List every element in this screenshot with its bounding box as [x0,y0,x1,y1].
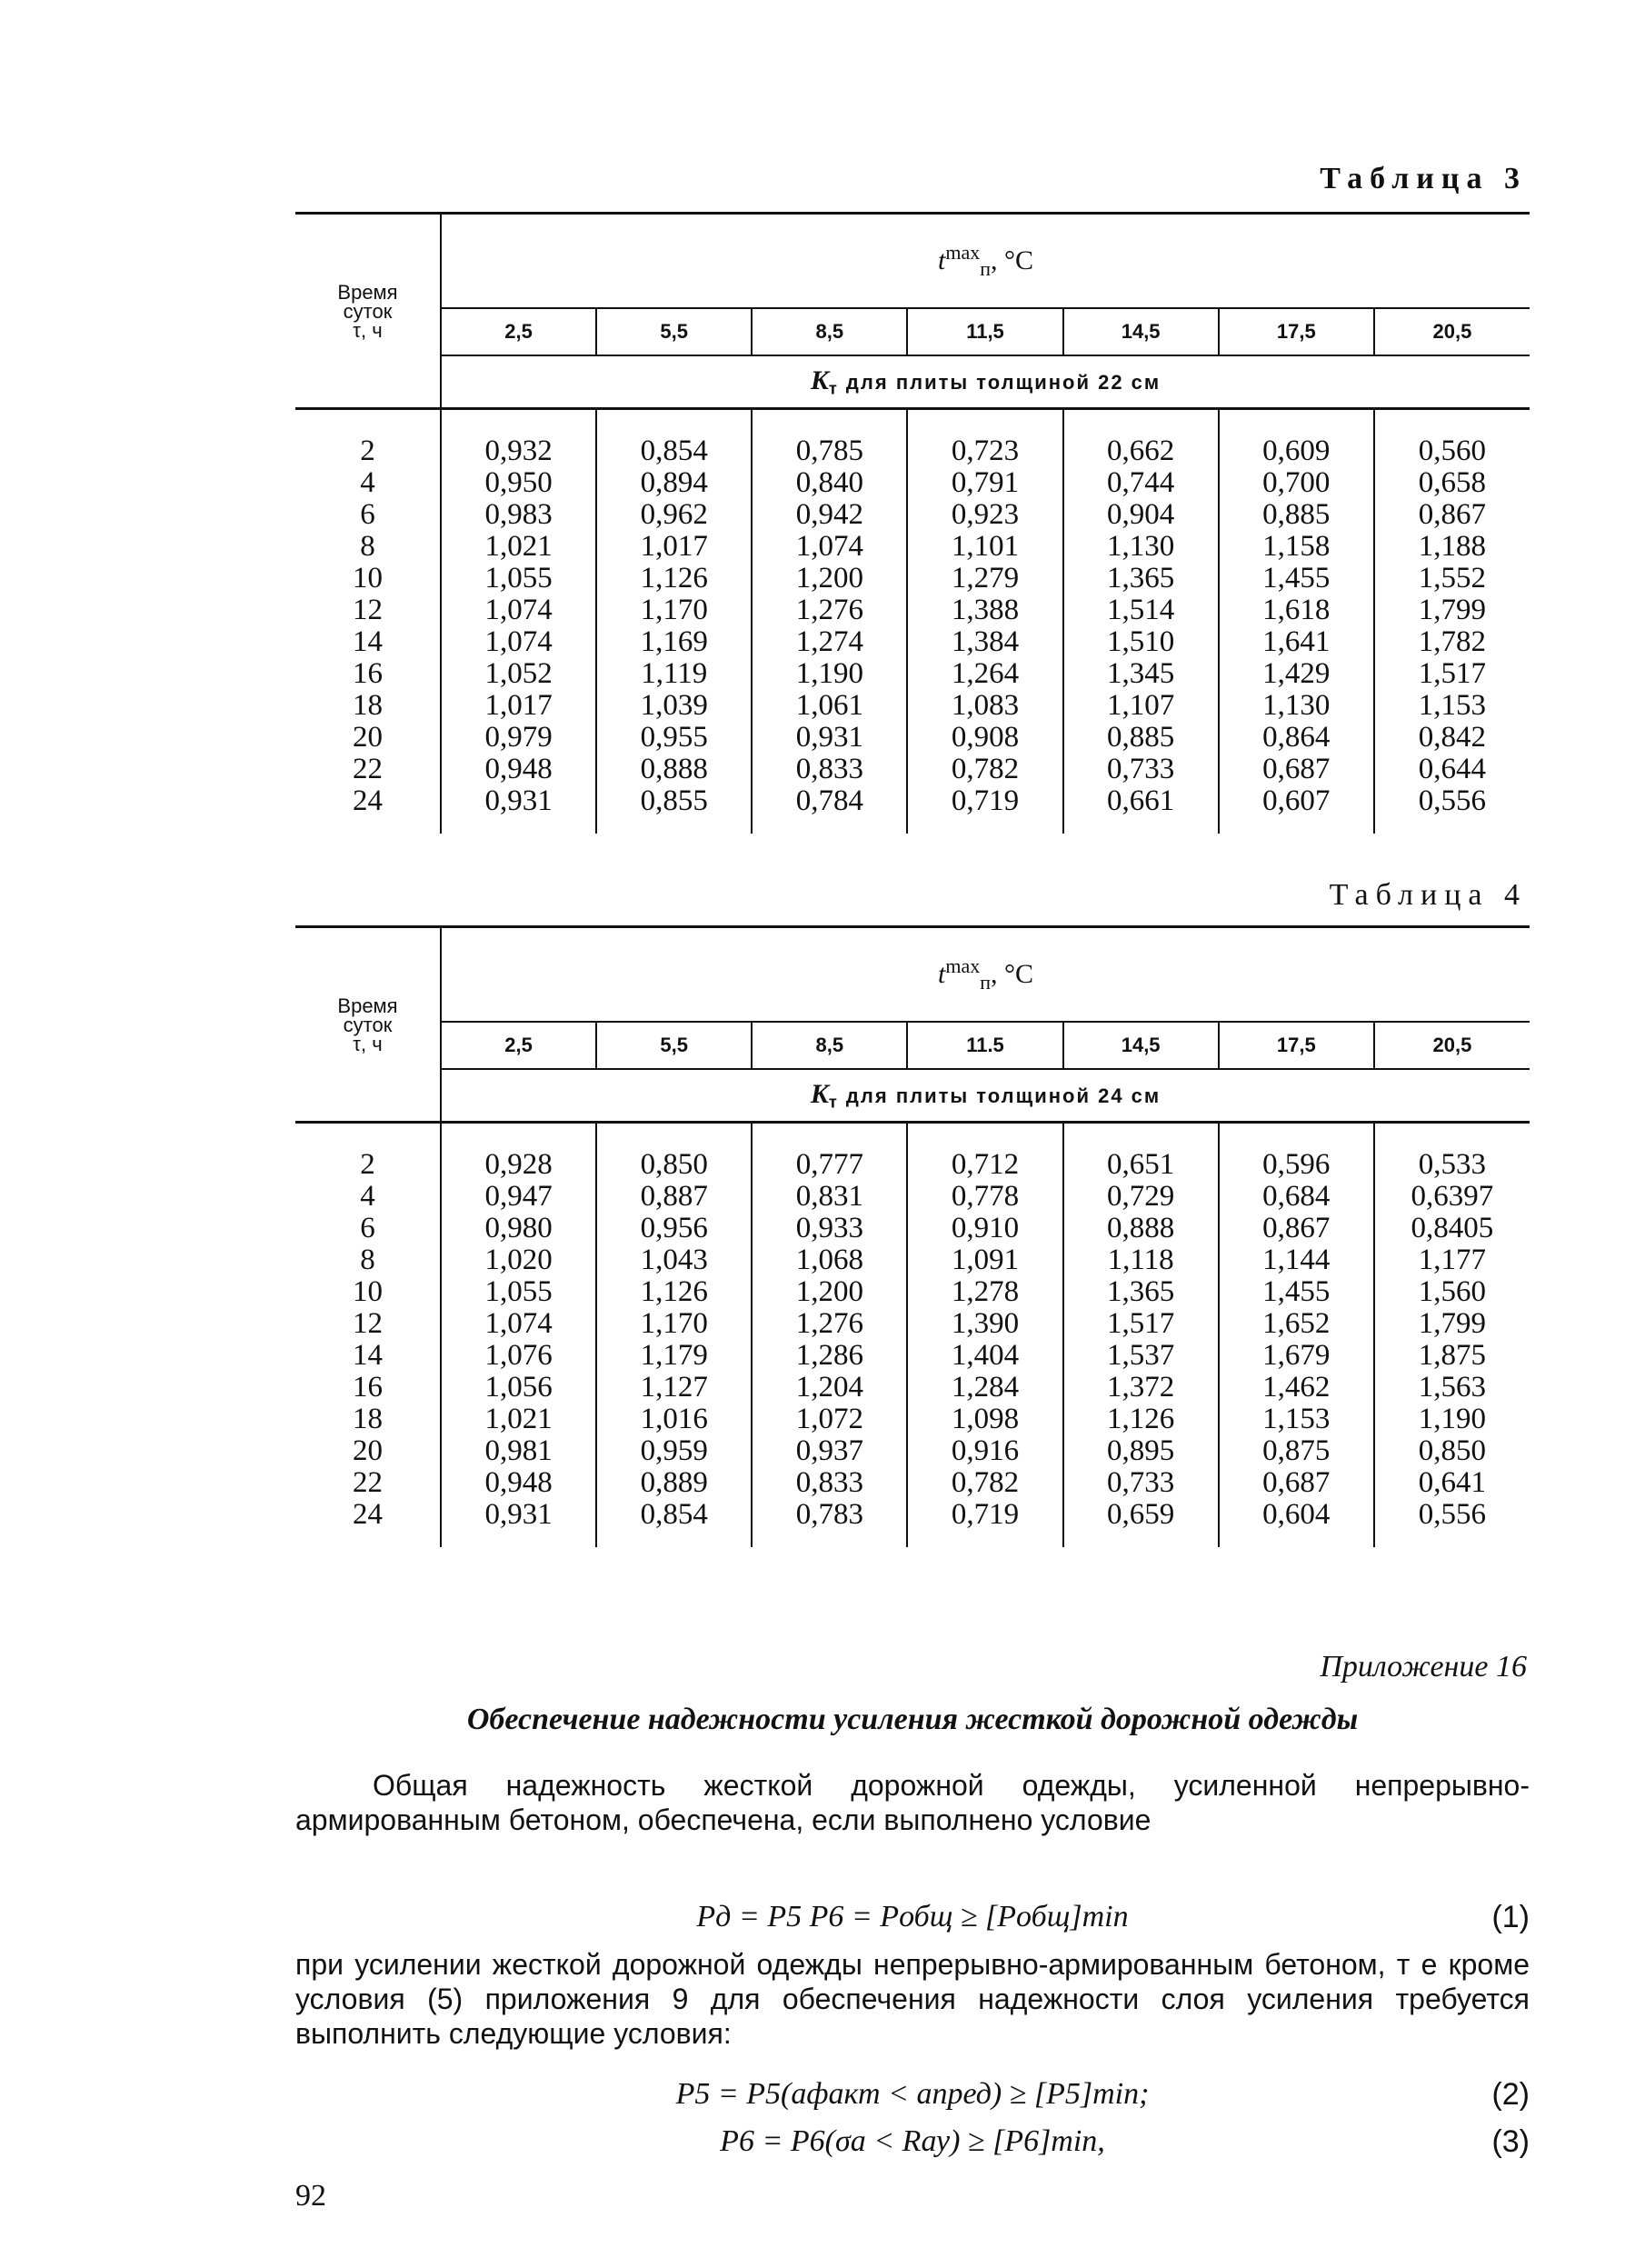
kt-value: 0,864 [1219,722,1374,754]
kt-value: 0,867 [1374,499,1530,531]
kt-value: 0,855 [596,785,752,834]
kt-value: 1,537 [1063,1340,1219,1372]
time-header-line: Время [337,280,398,304]
table-row [295,754,1530,785]
time-value: 12 [295,1308,441,1340]
kt-value: 1,144 [1219,1244,1374,1276]
kt-value: 0,831 [752,1181,907,1213]
kt-value: 0,607 [1219,785,1374,834]
kt-value: 1,264 [907,658,1062,690]
table-row [295,690,1530,722]
kt-value: 0,659 [1063,1499,1219,1547]
table-row [295,1340,1530,1372]
kt-value: 0,931 [484,1498,553,1531]
temperature-value: 14,5 [1063,308,1219,355]
kt-value: 1,052 [484,657,553,690]
temperature-value: 14,5 [1063,1022,1219,1069]
paragraph-1: Общая надежность жесткой дорожной одежды, усиленной непрерывно-армированным бетоном, обеспечена, если выполнено условие [295,1769,1530,1836]
kt-value: 1,074 [484,594,553,626]
time-value: 8 [295,531,441,563]
formula-2 [295,2077,1530,2115]
kt-value: 1,083 [907,690,1062,722]
kt-value: 1,107 [1063,690,1219,722]
kt-value: 1,170 [596,1308,752,1340]
kt-value: 1,799 [1374,594,1530,626]
table-row [295,626,1530,658]
kt-value: 1,126 [596,1276,752,1308]
temp-subscript: п [980,257,991,280]
kt-value: 0,744 [1063,467,1219,499]
kt-value: 1,799 [1374,1308,1530,1340]
kt-value: 0,942 [752,499,907,531]
kt-value: 1,641 [1219,626,1374,658]
temperature-value: 17,5 [1219,308,1374,355]
kt-value: 1,190 [752,658,907,690]
time-value: 22 [295,1467,441,1499]
kt-value: 1,153 [1374,690,1530,722]
kt-value: 1,091 [907,1244,1062,1276]
kt-value: 0,933 [752,1213,907,1244]
paragraph-2: при усилении жесткой дорожной одежды непрерывно-армированным бетоном, т е кроме условия (5) приложения 9 для обеспечения надежности слоя усиления требуется выполнить следующие условия: [295,1948,1530,2050]
kt-value: 0,782 [907,1467,1062,1499]
temperature-value: 5,5 [596,308,752,355]
kt-value: 0,833 [752,754,907,785]
temperature-value: 2,5 [441,1022,596,1069]
kt-value: 1,101 [907,531,1062,563]
kt-value: 1,286 [752,1340,907,1372]
kt-value: 1,514 [1063,594,1219,626]
kt-value: 1,061 [752,690,907,722]
kt-subscript: т [828,1092,839,1112]
kt-value: 0,983 [484,498,553,531]
kt-value: 0,950 [484,466,553,499]
table-row [295,563,1530,594]
page-number: 92 [295,2179,326,2213]
kt-value: 1,190 [1374,1404,1530,1435]
kt-value: 0,560 [1374,409,1530,468]
kt-value: 0,937 [752,1435,907,1467]
kt-value: 1,130 [1219,690,1374,722]
kt-value: 0,916 [907,1435,1062,1467]
time-of-day-header [295,927,441,1123]
table-row [295,1404,1530,1435]
kt-value: 1,179 [596,1340,752,1372]
temperature-value: 8,5 [752,308,907,355]
kt-value: 0,895 [1063,1435,1219,1467]
kt-value: 0,791 [907,467,1062,499]
kt-label-row [295,355,1530,409]
kt-value: 0,854 [596,1499,752,1547]
table-row [295,1244,1530,1276]
kt-value: 1,552 [1374,563,1530,594]
kt-value: 1,276 [752,1308,907,1340]
time-value: 6 [295,1213,441,1244]
kt-value: 1,017 [484,689,553,722]
kt-value: 0,784 [752,785,907,834]
temp-superscript: max [945,241,981,264]
kt-value: 0,948 [484,1466,553,1499]
kt-value: 0,887 [596,1181,752,1213]
kt-value: 0,8405 [1374,1213,1530,1244]
kt-value: 1,119 [596,658,752,690]
kt-value: 0,684 [1219,1181,1374,1213]
formula-1-number: (1) [1491,1900,1530,1934]
kt-value: 1,462 [1219,1372,1374,1404]
time-value: 4 [295,467,441,499]
kt-value: 1,188 [1374,531,1530,563]
kt-value: 1,021 [484,1403,553,1435]
time-value: 16 [295,658,441,690]
kt-value: 1,021 [484,530,553,563]
kt-value: 0,931 [484,784,553,817]
time-value: 22 [295,754,441,785]
table-row [295,1123,1530,1182]
temp-unit: , °С [991,959,1034,989]
table-row [295,1181,1530,1213]
kt-value: 1,200 [752,563,907,594]
temperature-value: 20,5 [1374,308,1530,355]
formula-2-expression: P5 = P5(aфакт < aпред) ≥ [P5]min; [675,2077,1150,2111]
temp-symbol: t [937,959,946,989]
kt-value: 0,894 [596,467,752,499]
temperature-value: 8,5 [752,1022,907,1069]
kt-subscript: т [828,378,839,398]
kt-value: 1,276 [752,594,907,626]
header-row [295,927,1530,1023]
kt-value: 1,679 [1219,1340,1374,1372]
kt-value: 0,867 [1219,1213,1374,1244]
table4 [295,925,1530,1547]
kt-value: 0,733 [1063,754,1219,785]
time-of-day-header [295,214,441,409]
time-value: 4 [295,1181,441,1213]
table3 [295,212,1530,834]
kt-value: 0,6397 [1374,1181,1530,1213]
kt-value: 1,118 [1063,1244,1219,1276]
kt-value: 0,661 [1063,785,1219,834]
kt-value: 1,204 [752,1372,907,1404]
time-header-line: τ, ч [353,318,383,342]
temp-unit: , °С [991,245,1034,275]
kt-value: 1,274 [752,626,907,658]
temp-superscript: max [945,954,981,977]
kt-value: 0,719 [907,1499,1062,1547]
temp-symbol: t [937,245,946,275]
kt-symbol: K [810,365,829,395]
kt-value: 1,618 [1219,594,1374,626]
kt-value: 1,170 [596,594,752,626]
time-value: 18 [295,690,441,722]
kt-value: 0,729 [1063,1181,1219,1213]
kt-text: для плиты толщиной 24 см [838,1084,1161,1107]
kt-value: 0,533 [1374,1123,1530,1182]
formula-2-number: (2) [1491,2077,1530,2112]
kt-value: 1,517 [1374,658,1530,690]
kt-value: 1,652 [1219,1308,1374,1340]
kt-value: 0,785 [752,409,907,468]
kt-value: 0,888 [596,754,752,785]
kt-value: 1,345 [1063,658,1219,690]
time-value: 6 [295,499,441,531]
time-value: 2 [295,1123,441,1182]
kt-value: 0,889 [596,1467,752,1499]
time-value: 16 [295,1372,441,1404]
temperature-value: 17,5 [1219,1022,1374,1069]
kt-value: 0,687 [1219,1467,1374,1499]
kt-value: 1,278 [907,1276,1062,1308]
kt-value: 0,712 [907,1123,1062,1182]
time-value: 8 [295,1244,441,1276]
kt-value: 1,782 [1374,626,1530,658]
kt-value: 1,284 [907,1372,1062,1404]
kt-value: 0,948 [484,753,553,785]
kt-symbol: K [810,1078,829,1109]
kt-value: 0,556 [1374,1499,1530,1547]
kt-value: 0,778 [907,1181,1062,1213]
kt-value: 1,404 [907,1340,1062,1372]
kt-value: 0,556 [1374,785,1530,834]
table4-caption: Таблица 4 [1329,878,1527,912]
kt-value: 1,039 [596,690,752,722]
kt-value: 1,390 [907,1308,1062,1340]
kt-value: 0,662 [1063,409,1219,468]
kt-value: 1,016 [596,1404,752,1435]
temperature-value: 11.5 [907,1022,1062,1069]
kt-value: 0,733 [1063,1467,1219,1499]
time-value: 24 [295,1499,441,1547]
kt-value: 0,928 [441,1123,596,1182]
kt-value: 0,981 [484,1434,553,1467]
kt-value: 1,365 [1063,1276,1219,1308]
temperature-header [441,927,1530,1023]
kt-label-row [295,1069,1530,1123]
formula-3-expression: P6 = P6(σа < Rау) ≥ [P6]min, [720,2124,1105,2158]
kt-value: 1,055 [484,562,553,594]
temp-subscript: п [980,971,991,994]
kt-value: 1,098 [907,1404,1062,1435]
time-value: 20 [295,722,441,754]
kt-value: 1,384 [907,626,1062,658]
time-value: 2 [295,409,441,468]
kt-value: 1,455 [1219,1276,1374,1308]
table-row [295,1499,1530,1547]
table3-caption: Таблица 3 [1320,162,1527,195]
kt-value: 0,980 [484,1212,553,1244]
formula-3 [295,2124,1530,2163]
kt-value: 0,777 [752,1123,907,1182]
kt-value: 1,177 [1374,1244,1530,1276]
kt-value: 1,074 [484,1307,553,1340]
header-row [295,214,1530,309]
kt-value: 0,700 [1219,467,1374,499]
temperature-values-row [295,1022,1530,1069]
kt-value: 1,074 [484,625,553,658]
table-row [295,467,1530,499]
kt-value: 0,596 [1219,1123,1374,1182]
kt-value: 1,056 [484,1371,553,1404]
time-header-line: Время [337,994,398,1017]
table-row [295,1276,1530,1308]
temperature-value: 20,5 [1374,1022,1530,1069]
table-row [295,1213,1530,1244]
kt-value: 1,372 [1063,1372,1219,1404]
kt-label [441,1069,1530,1123]
kt-value: 0,782 [907,754,1062,785]
kt-value: 1,429 [1219,658,1374,690]
kt-value: 0,854 [596,409,752,468]
kt-value: 0,888 [1063,1213,1219,1244]
kt-value: 0,947 [484,1180,553,1213]
kt-value: 0,651 [1063,1123,1219,1182]
kt-value: 1,068 [752,1244,907,1276]
kt-value: 1,517 [1063,1308,1219,1340]
kt-value: 1,169 [596,626,752,658]
time-value: 10 [295,563,441,594]
kt-value: 1,017 [596,531,752,563]
kt-value: 0,850 [596,1123,752,1182]
kt-value: 0,842 [1374,722,1530,754]
kt-value: 0,875 [1219,1435,1374,1467]
kt-value: 0,783 [752,1499,907,1547]
temperature-value: 11,5 [907,308,1062,355]
kt-label [441,355,1530,409]
kt-value: 1,455 [1219,563,1374,594]
kt-value: 1,074 [752,531,907,563]
kt-value: 1,510 [1063,626,1219,658]
table-row [295,1435,1530,1467]
kt-value: 0,609 [1219,409,1374,468]
kt-value: 0,910 [907,1213,1062,1244]
kt-value: 0,641 [1374,1467,1530,1499]
time-value: 18 [295,1404,441,1435]
kt-value: 1,076 [484,1339,553,1372]
kt-value: 0,962 [596,499,752,531]
kt-value: 0,959 [596,1435,752,1467]
kt-value: 0,955 [596,722,752,754]
kt-value: 1,279 [907,563,1062,594]
formula-1-expression: Pд = P5 P6 = Pобщ ≥ [Pобщ]min [696,1900,1129,1933]
kt-value: 1,153 [1219,1404,1374,1435]
table-row [295,409,1530,468]
kt-value: 1,365 [1063,563,1219,594]
temperature-header [441,214,1530,309]
temperature-value: 2,5 [441,308,596,355]
time-value: 14 [295,1340,441,1372]
kt-value: 1,072 [752,1404,907,1435]
appendix-title: Обеспечение надежности усиления жесткой дорожной одежды [466,1703,1359,1736]
table-row [295,722,1530,754]
kt-value: 1,020 [484,1244,553,1276]
time-header-line: суток [343,299,393,323]
table-row [295,531,1530,563]
time-header-line: суток [343,1013,393,1036]
kt-value: 0,979 [484,721,553,754]
table-row [295,658,1530,690]
kt-value: 0,687 [1219,754,1374,785]
table-row [295,785,1530,834]
time-value: 24 [295,785,441,834]
kt-value: 1,055 [484,1275,553,1308]
time-value: 12 [295,594,441,626]
kt-value: 1,560 [1374,1276,1530,1308]
time-value: 10 [295,1276,441,1308]
temperature-values-row [295,308,1530,355]
kt-value: 0,850 [1374,1435,1530,1467]
kt-value: 1,126 [1063,1404,1219,1435]
kt-value: 1,158 [1219,531,1374,563]
kt-value: 0,904 [1063,499,1219,531]
kt-value: 1,875 [1374,1340,1530,1372]
kt-value: 0,931 [752,722,907,754]
table-row [295,1467,1530,1499]
kt-value: 1,127 [596,1372,752,1404]
kt-value: 0,658 [1374,467,1530,499]
kt-text: для плиты толщиной 22 см [838,370,1161,394]
table-row [295,594,1530,626]
kt-value: 0,644 [1374,754,1530,785]
kt-value: 0,723 [907,409,1062,468]
kt-value: 0,885 [1063,722,1219,754]
kt-value: 0,719 [907,785,1062,834]
kt-value: 1,200 [752,1276,907,1308]
formula-3-number: (3) [1491,2124,1530,2159]
kt-value: 0,840 [752,467,907,499]
kt-value: 1,126 [596,563,752,594]
table-row [295,499,1530,531]
kt-value: 0,923 [907,499,1062,531]
time-value: 20 [295,1435,441,1467]
kt-value: 0,956 [596,1213,752,1244]
kt-value: 0,908 [907,722,1062,754]
formula-1 [295,1900,1530,1938]
kt-value: 0,833 [752,1467,907,1499]
time-header-line: τ, ч [353,1032,383,1055]
kt-value: 1,130 [1063,531,1219,563]
kt-value: 0,932 [441,409,596,468]
kt-value: 1,563 [1374,1372,1530,1404]
temperature-value: 5,5 [596,1022,752,1069]
kt-value: 1,388 [907,594,1062,626]
kt-value: 1,043 [596,1244,752,1276]
kt-value: 0,604 [1219,1499,1374,1547]
kt-value: 0,885 [1219,499,1374,531]
appendix-label: Приложение 16 [1320,1650,1527,1684]
table-row [295,1308,1530,1340]
time-value: 14 [295,626,441,658]
table-row [295,1372,1530,1404]
